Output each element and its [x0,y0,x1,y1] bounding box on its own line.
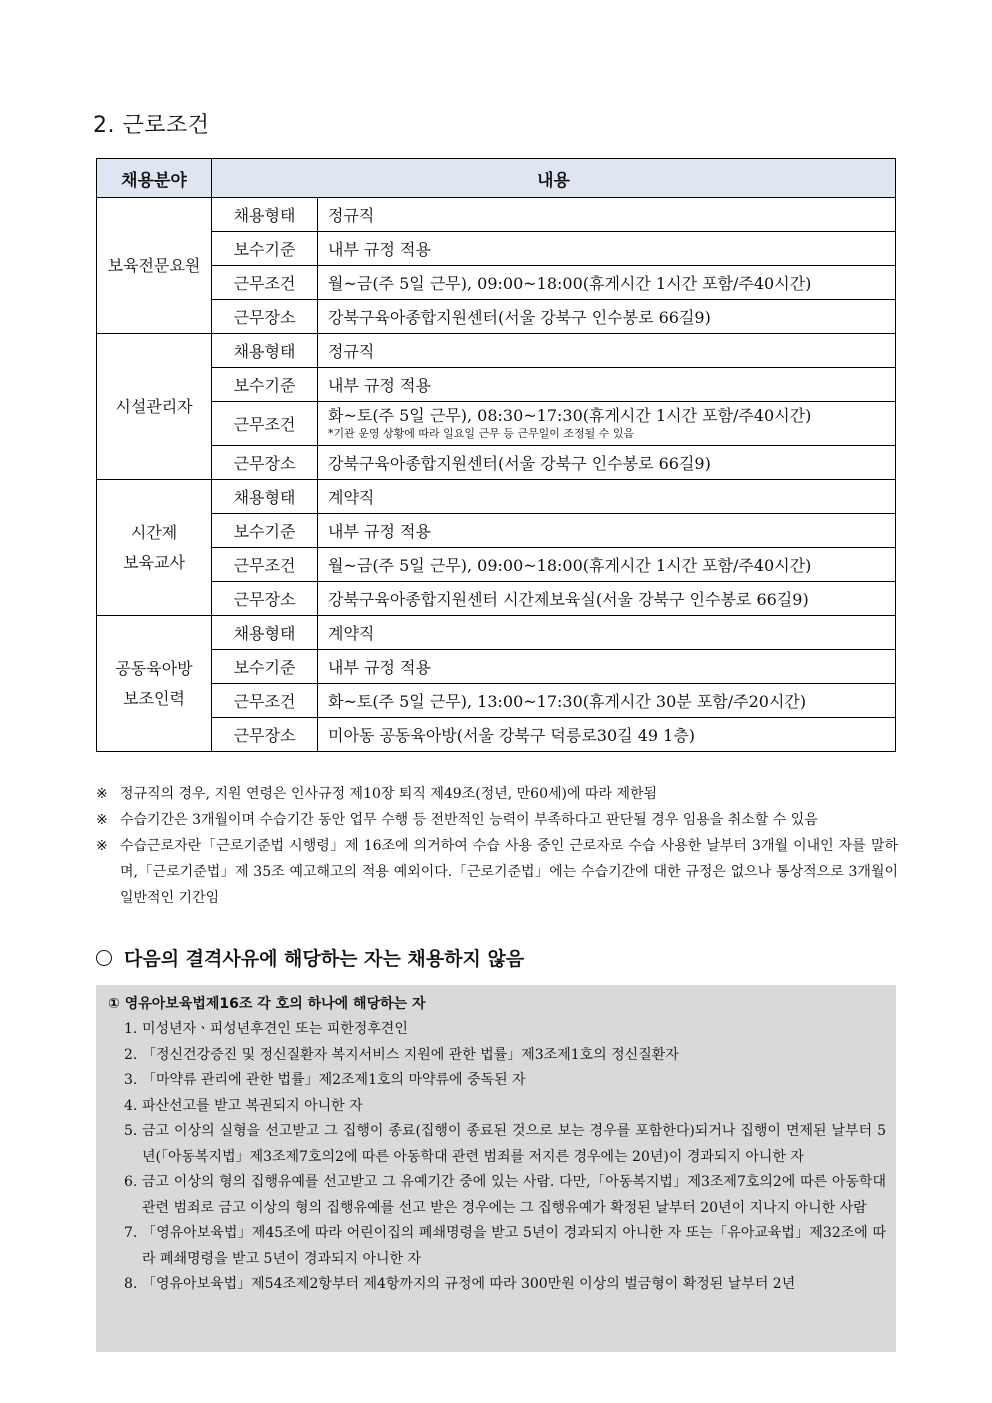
list-item [124,1119,886,1170]
item-number: 4. [124,1097,138,1114]
table-row [97,616,896,650]
table-row [97,198,896,232]
table-row [97,232,896,266]
item-number: 5. [124,1123,138,1139]
table-row [97,650,896,684]
row-value: 정규직 [318,198,896,232]
item-text: 파산선고를 받고 복권되지 아니한 자 [142,1097,363,1114]
header-field: 채용분야 [97,159,212,198]
list-item [124,1272,886,1298]
note-item [96,807,898,833]
disqualify-list [124,1017,886,1298]
row-label: 채용형태 [212,198,318,232]
disqualify-title [96,944,524,971]
row-value: 미아동 공동육아방(서울 강북구 덕릉로30길 49 1층) [318,718,896,752]
notes-list [96,781,898,911]
row-value: 강북구육아종합지원센터(서울 강북구 인수봉로 66길9) [318,300,896,334]
category-cell: 시간제 보육교사 [97,480,212,616]
row-label: 보수기준 [212,514,318,548]
item-number: 1. [124,1021,138,1037]
row-label: 채용형태 [212,334,318,368]
item-number: 2. [124,1046,138,1063]
row-label: 채용형태 [212,480,318,514]
table-row [97,582,896,616]
item-text: 「영유아보육법」제45조에 따라 어린이집의 폐쇄명령을 받고 5년이 경과되지 아니한 자 또는「유아교육법」제32조에 따라 폐쇄명령을 받고 5년이 경과되지 아니한 자 [142,1225,886,1267]
row-value: 강북구육아종합지원센터(서울 강북구 인수봉로 66길9) [318,446,896,480]
disqualify-box [96,985,896,1352]
row-value-text: 화~토(주 5일 근무), 08:30~17:30(휴게시간 1시간 포함/주40시간) [328,405,812,425]
row-label: 보수기준 [212,368,318,402]
table-header-row [97,159,896,198]
table-row [97,402,896,446]
table-row [97,514,896,548]
table-row [97,548,896,582]
row-label: 근무조건 [212,402,318,446]
note-text: 수습근로자란「근로기준법 시행령」제 16조에 의거하여 수습 사용 중인 근로자로 수습 사용한 날부터 3개월 이내인 자를 말하며,「근로기준법」제 35조 예고해고의 적용 예외이다.「근로기준법」에는 수습기간에 대한 규정은 없으나 통상적으로 3개월이 일반적인 기간임 [120,838,898,906]
row-value: 내부 규정 적용 [318,650,896,684]
list-item [124,1068,886,1094]
note-text: 수습기간은 3개월이며 수습기간 동안 업무 수행 등 전반적인 능력이 부족하다고 판단될 경우 임용을 취소할 수 있음 [120,812,818,828]
row-value: 내부 규정 적용 [318,232,896,266]
category-cell: 보육전문요원 [97,198,212,334]
section-title: 2. 근로조건 [93,113,210,138]
reference-mark-icon: ※ [96,838,108,854]
item-number: 6. [124,1174,138,1190]
table-row [97,718,896,752]
row-value: 강북구육아종합지원센터 시간제보육실(서울 강북구 인수봉로 66길9) [318,582,896,616]
item-number: 3. [124,1072,138,1088]
category-cell: 공동육아방 보조인력 [97,616,212,752]
item-number: 7. [124,1225,138,1241]
list-item [124,1017,886,1043]
table-row [97,446,896,480]
list-item [124,1043,886,1069]
row-value: 화~토(주 5일 근무), 13:00~17:30(휴게시간 30분 포함/주20시간) [318,684,896,718]
note-item [96,833,898,911]
row-value-note: *기관 운영 상황에 따라 일요일 근무 등 근무일이 조정될 수 있음 [328,426,635,440]
row-label: 근무조건 [212,548,318,582]
table-row [97,300,896,334]
item-text: 「영유아보육법」제54조제2항부터 제4항까지의 규정에 따라 300만원 이상의 벌금형이 확정된 날부터 2년 [142,1276,796,1292]
note-item [96,781,898,807]
row-label: 근무장소 [212,446,318,480]
table-row [97,684,896,718]
row-label: 근무장소 [212,718,318,752]
work-conditions-table [96,158,896,752]
item-text: 「마약류 관리에 관한 법률」제2조제1호의 마약류에 중독된 자 [142,1072,526,1088]
item-text: 금고 이상의 형의 집행유예를 선고받고 그 유예기간 중에 있는 사람. 다만,「아동복지법」제3조제7호의2에 따른 아동학대 관련 범죄로 금고 이상의 형의 집행유예를 선고 받은 경우에는 그 집행유예가 확정된 날부터 20년이 지나지 아니한 사람 [142,1174,886,1216]
table-row [97,368,896,402]
disqualify-title-text: 다음의 결격사유에 해당하는 자는 채용하지 않음 [124,948,525,970]
row-value: 내부 규정 적용 [318,368,896,402]
row-value: 계약직 [318,616,896,650]
row-label: 채용형태 [212,616,318,650]
row-value: 내부 규정 적용 [318,514,896,548]
box-heading: ① 영유아보육법제16조 각 호의 하나에 해당하는 자 [108,996,426,1012]
reference-mark-icon: ※ [96,786,108,802]
row-label: 근무장소 [212,300,318,334]
list-item [124,1094,886,1120]
row-value: 정규직 [318,334,896,368]
category-cell: 시설관리자 [97,334,212,480]
reference-mark-icon: ※ [96,812,108,828]
circle-bullet-icon [96,950,112,966]
table-row [97,480,896,514]
row-value: 계약직 [318,480,896,514]
note-text: 정규직의 경우, 지원 연령은 인사규정 제10장 퇴직 제49조(정년, 만60세)에 따라 제한됨 [120,786,658,802]
row-label: 근무장소 [212,582,318,616]
row-label: 근무조건 [212,684,318,718]
item-text: 「정신건강증진 및 정신질환자 복지서비스 지원에 관한 법률」제3조제1호의 정신질환자 [142,1046,679,1063]
row-value: 월~금(주 5일 근무), 09:00~18:00(휴게시간 1시간 포함/주40시간) [318,266,896,300]
row-value: 월~금(주 5일 근무), 09:00~18:00(휴게시간 1시간 포함/주40시간) [318,548,896,582]
list-item [124,1170,886,1221]
item-text: 미성년자ㆍ피성년후견인 또는 피한정후견인 [142,1021,408,1037]
row-label: 보수기준 [212,232,318,266]
header-content: 내용 [212,159,896,198]
list-item [124,1221,886,1272]
table-row [97,266,896,300]
item-number: 8. [124,1276,138,1292]
row-label: 근무조건 [212,266,318,300]
row-label: 보수기준 [212,650,318,684]
row-value [318,402,896,446]
table-row [97,334,896,368]
item-text: 금고 이상의 실형을 선고받고 그 집행이 종료(집행이 종료된 것으로 보는 경우를 포함한다)되거나 집행이 면제된 날부터 5년(「아동복지법」제3조제7호의2에 따른 아동학대 관련 범죄를 저지른 경우에는 20년)이 경과되지 아니한 자 [142,1123,886,1165]
